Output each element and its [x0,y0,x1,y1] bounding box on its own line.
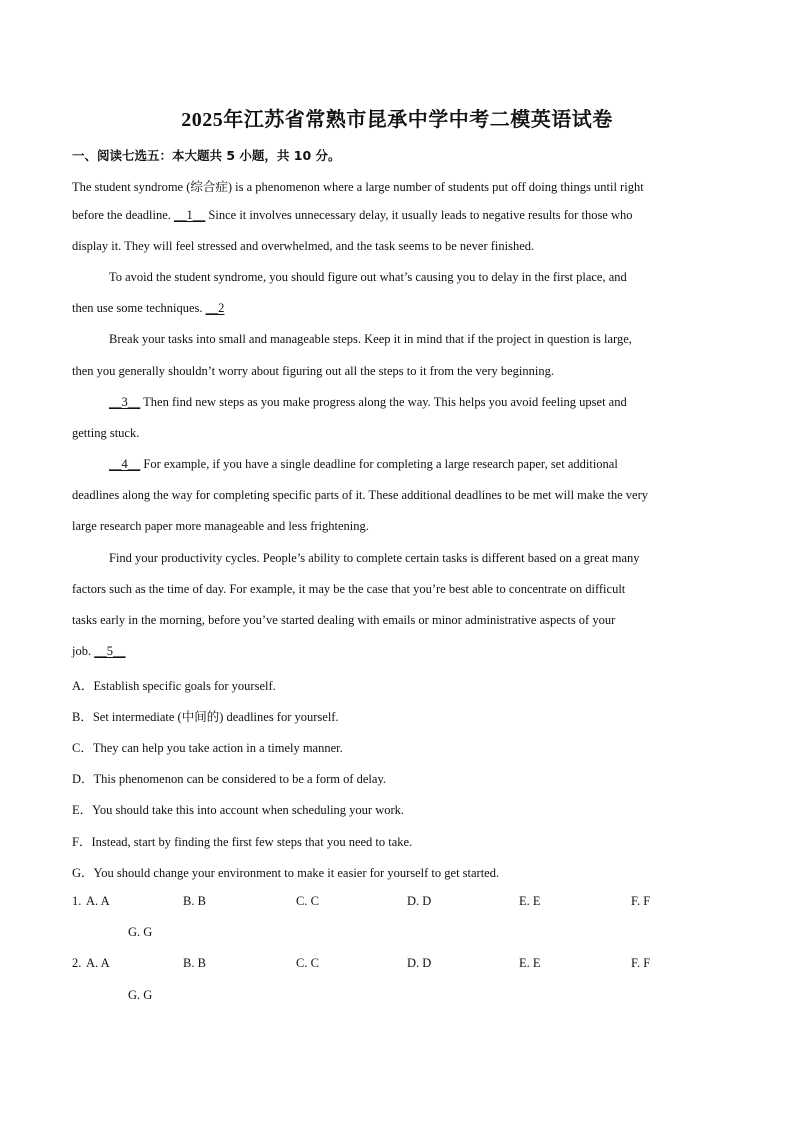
question-number: 2. [72,956,82,970]
option-a: A．Establish specific goals for yourself. [72,679,276,693]
answer-choice-f[interactable]: F. F [631,956,651,970]
passage-line: The student syndrome (综合症) is a phenomenon where a large number of students put off doing things until right [72,180,644,194]
passage-text: job. [72,644,95,658]
passage-line [109,457,618,472]
passage-line: Break your tasks into small and manageable steps. Keep it in mind that if the project in question is large, [109,332,632,346]
passage-line: tasks early in the morning, before you’ve started dealing with emails or minor administrative aspects of your [72,613,616,627]
passage-line [72,301,224,316]
passage-line: display it. They will feel stressed and overwhelmed, and the task seems to be never finished. [72,239,535,253]
passage-line [72,644,125,659]
passage-line: large research paper more manageable and less frightening. [72,519,369,533]
passage-text: Since it involves unnecessary delay, it usually leads to negative results for those who [205,208,633,222]
option-d: D．This phenomenon can be considered to be a form of delay. [72,772,387,786]
blank-1: __1__ [174,208,206,222]
passage-text: then use some techniques. [72,301,206,315]
passage-line: getting stuck. [72,426,140,440]
passage-text: before the deadline. [72,208,175,222]
passage-text: Then find new steps as you make progress along the way. This helps you avoid feeling upset and [140,395,627,409]
answer-choice-a[interactable]: A. A [86,894,110,908]
answer-choice-f[interactable]: F. F [631,894,651,908]
passage-text: For example, if you have a single deadline for completing a large research paper, set additional [140,457,618,471]
question-number: 1. [72,894,82,908]
passage-line [72,208,633,223]
passage-line [109,395,627,410]
passage-line: factors such as the time of day. For example, it may be the case that you’re best able to concentrate on difficult [72,582,626,596]
section-heading: 一、阅读七选五：本大题共 5 小题，共 10 分。 [72,148,341,163]
option-e: E．You should take this into account when scheduling your work. [72,803,405,817]
answer-choice-d[interactable]: D. D [407,894,432,908]
option-g: G．You should change your environment to make it easier for yourself to get started. [72,866,500,880]
blank-2: __2 [205,301,225,315]
blank-3: __3__ [109,395,141,409]
answer-choice-g[interactable]: G. G [128,988,153,1002]
passage-line: To avoid the student syndrome, you should figure out what’s causing you to delay in the first place, and [109,270,627,284]
answer-choice-a[interactable]: A. A [86,956,110,970]
answer-choice-c[interactable]: C. C [296,956,319,970]
option-c: C．They can help you take action in a timely manner. [72,741,343,755]
blank-5: __5__ [94,644,126,658]
passage-line: Find your productivity cycles. People’s ability to complete certain tasks is different based on a great many [109,551,640,565]
answer-choice-d[interactable]: D. D [407,956,432,970]
answer-choice-e[interactable]: E. E [519,956,541,970]
option-b: B．Set intermediate (中间的) deadlines for yourself. [72,710,339,724]
page-title: 2025年江苏省常熟市昆承中学中考二模英语试卷 [181,109,613,131]
answer-choice-c[interactable]: C. C [296,894,319,908]
option-f: F．Instead, start by finding the first few steps that you need to take. [72,835,413,849]
answer-choice-b[interactable]: B. B [183,894,206,908]
passage-line: deadlines along the way for completing specific parts of it. These additional deadlines to be met will make the very [72,488,648,502]
answer-choice-e[interactable]: E. E [519,894,541,908]
blank-4: __4__ [109,457,141,471]
answer-choice-b[interactable]: B. B [183,956,206,970]
answer-choice-g[interactable]: G. G [128,925,153,939]
passage-line: then you generally shouldn’t worry about figuring out all the steps to it from the very beginning. [72,364,554,378]
